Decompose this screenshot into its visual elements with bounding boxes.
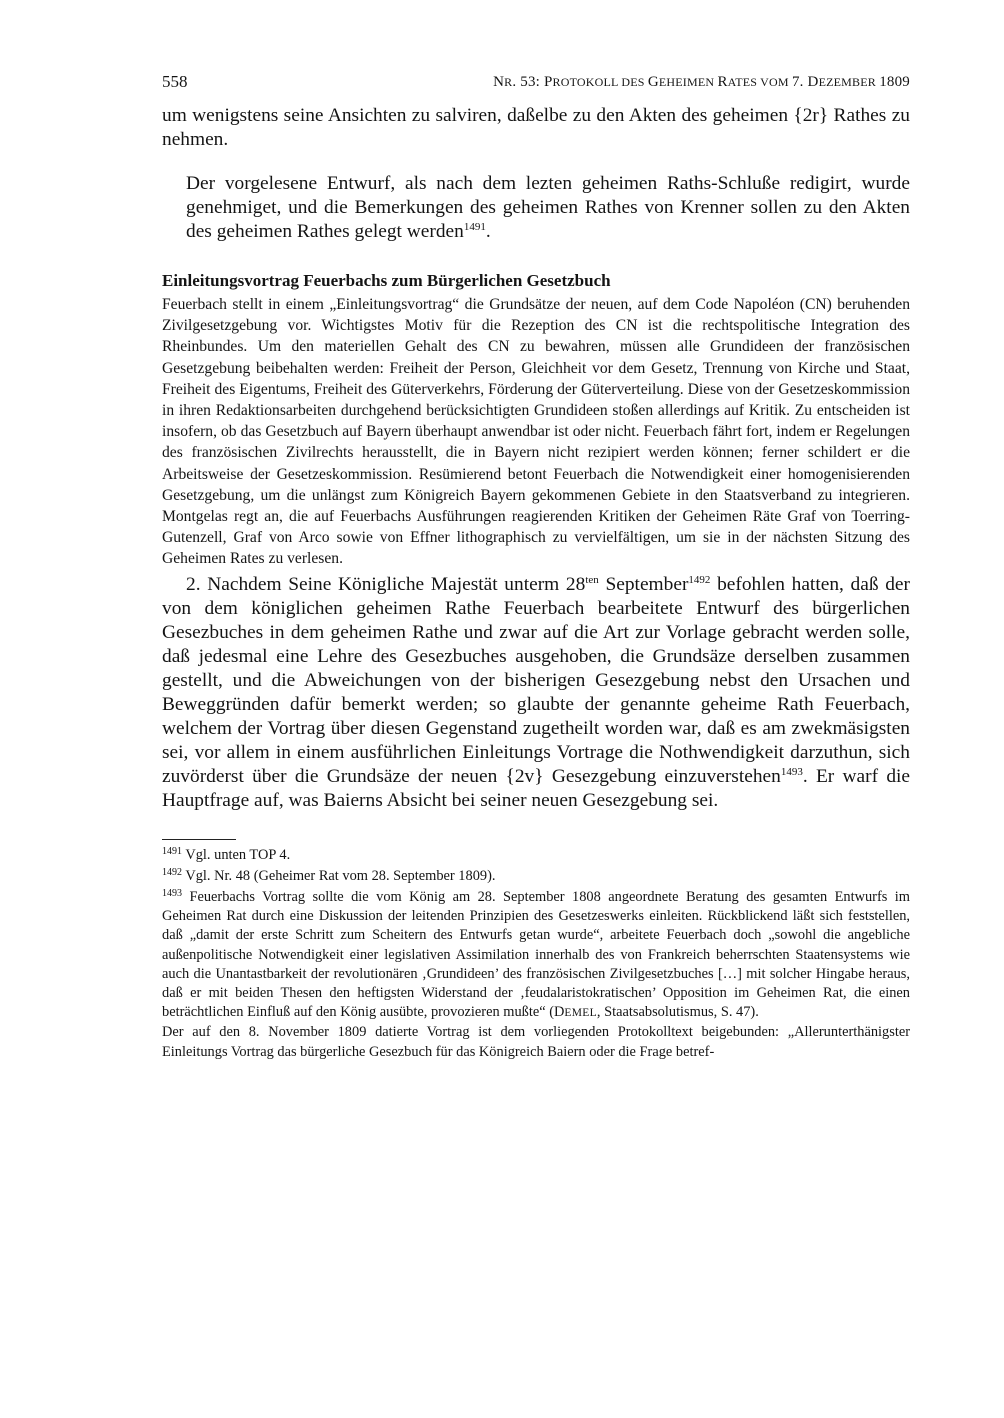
footnote-ref-1493[interactable]: 1493 [780,765,803,778]
footnote-1491: $^{1491}$ Vgl. unten TOP 4. [162,845,291,863]
footnote-divider [162,839,236,840]
body-paragraph-2: 2. Nachdem Seine Königliche Majestät unterm $28^{ten}$ September$^{1492}$ befohlen hatten, daß der von dem königlichen geheimen Rathe Feuerbach bearbeitete Entwurf des bürgerlichen Gesezbuches in dem geheimen Rathe und zwar auf die Art zur Vorlage gebracht werden solle, daß jedesmal eine Lehre des Gesezbuches ausgehoben, die Grundsäze derselben zusammen gestellt, und die Abweichungen von der bisherigen Gesezgebung nebst den Ursachen und Beweggründen dafür bemerkt werden; so glaubte der genannte geheime Rath Feuerbach, welchem der Vortrag über diesen Gegenstand zugetheilt worden war, daß es am zwekmäsigsten sei, vor allem in einem ausführlichen Einleitungs Vortrage die Nothwendigkeit darzuthun, sich zuvörderst über die Grundsäze der neuen {2v} Gesezgebung einzuverstehen$^{1493}$. Er warf die Hauptfrage auf, was Baierns Absicht bei seiner neuen Gesezgebung sei. [162,573,911,811]
superscript-ten: ten [585,573,599,586]
footnote-ref-1492[interactable]: 1492 [688,573,711,586]
section-summary: Feuerbach stellt in einem „Einleitungsvortrag“ die Grundsätze der neuen, auf dem Code Napoléon (CN) beruhenden Zivilgesetzgebung vor. Wichtigstes Motiv für die Rezeption des CN ist die rechtspolitische Integration des Rheinbundes. Um den materiellen Gehalt des CN zu bewahren, müssen alle Grundideen der französischen Gesetzgebung beibehalten werden: Freiheit der Person, Gleichheit vor dem Gesetz, Trennung von Kirche und Staat, Freiheit des Eigentums, Freiheit des Güterverkehrs, Förderung der Güterverteilung. Diese von der Gesetzeskommission in ihren Redaktionsarbeiten durchgehend berücksichtigten Grundideen stoßen allerdings auf Kritik. Zu entscheiden ist insofern, ob das Gesetzbuch auf Bayern überhaupt anwendbar ist oder nicht. Feuerbach fährt fort, indem er Regelungen des französischen Zivilrechts herausstellt, die in Bayern nicht rezipiert werden können; ferner schildert er die Arbeitsweise der Gesetzeskommission. Resümierend betont Feuerbach die Notwendigkeit einer homogenisierenden Gesetzgebung, um die unlängst zum Königreich Bayern gekommenen Gebiete in den Staatsverband zu integrieren. Montgelas regt an, die auf Feuerbachs Ausführungen reagierenden Kritiken der Geheimen Räte Graf von Toerring-Gutenzell, Graf von Arco sowie von Effner lithographisch zu vervielfältigen, um sie in der nächsten Sitzung des Geheimen Rates zu verlesen. [162,296,910,568]
running-title: NR. 53: PROTOKOLL DES GEHEIMEN RATES VOM 7. DEZEMBER 1809 [493,74,910,90]
page-number: 558 [162,72,188,91]
running-header [162,72,910,100]
document-page [162,72,910,1062]
resolution-paragraph: Der vorgelesene Entwurf, als nach dem lezten geheimen Raths-Schluße redigirt, wurde genehmiget, und die Bemerkungen des geheimen Rathes von Krenner sollen zu den Akten des geheimen Rathes gelegt werden$^{1491}$. [186,173,910,242]
footnote-1493-continuation: Der auf den 8. November 1809 datierte Vortrag ist dem vorliegenden Protokolltext beigebunden: „Allerunterthänigster Einleitungs Vortrag das bürgerliche Gesezbuch für das Königreich Baiern oder die Frage betref- [162,1024,910,1060]
footnote-1492: $^{1492}$ Vgl. Nr. 48 (Geheimer Rat vom 28. September 1809). [162,866,496,884]
body-paragraph-continued: um wenigstens seine Ansichten zu salviren, daßelbe zu den Akten des geheimen {2r} Rathes zu nehmen. [162,105,910,150]
section-heading: Einleitungsvortrag Feuerbachs zum Bürgerlichen Gesetzbuch [162,271,611,290]
footnote-ref-1491[interactable]: 1491 [463,221,486,233]
footnote-1493: $^{1493}$ Feuerbachs Vortrag sollte die vom König am 28. September 1808 angeordnete Beratung des gesamten Entwurfs im Geheimen Rat durch eine Diskussion der leitenden Prinzipien des Gesetzeswerks einleiten. Rückblickend läßt sich feststellen, daß „damit der erste Schritt zum Scheitern des Entwurfs getan wurde“, arbeitete Feuerbach doch „sowohl die angebliche außenpolitische Notwendigkeit einer legislativen Assimilation innerhalb des von Frankreich beherrschten Staatensystems wie auch die Unantastbarkeit der revolutionären ‚Grundideen’ des französischen Zivilgesetzbuches […] mit solcher Hingabe heraus, daß er mit beiden Thesen den heftigsten Widerstand der ‚feudalaristokratischen’ Opposition im Geheimen Rat, die einen beträchtlichen Einfluß auf den König ausübte, provozieren mußte“ (DEMEL, Staatsabsolutismus, S. 47). [162,888,910,1021]
